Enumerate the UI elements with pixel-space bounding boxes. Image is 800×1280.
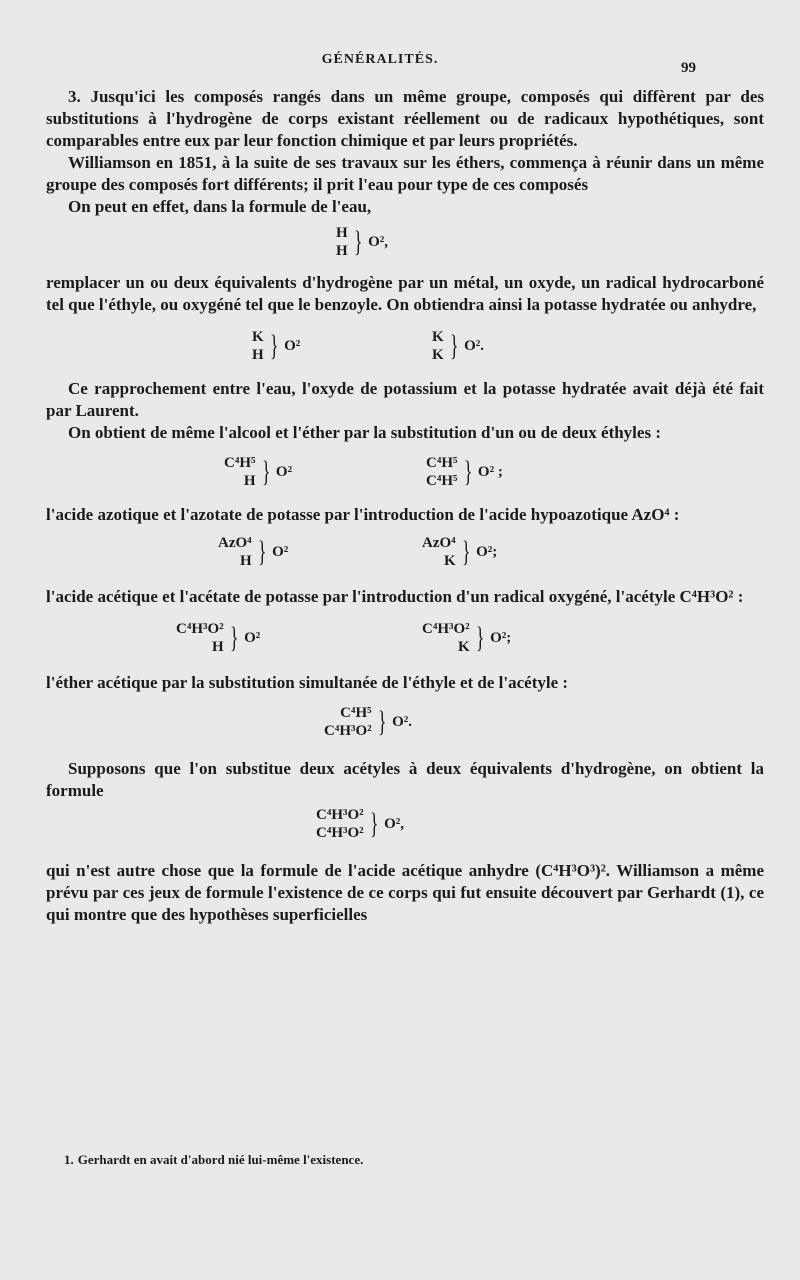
- formula-bottom: H: [212, 639, 224, 655]
- paragraph-acetic: l'acide acétique et l'acétate de potasse par l'introduction d'un radical oxygéné, l'acétyle C⁴H³O² :: [46, 587, 744, 606]
- formula-potash-anhydrous: [432, 328, 484, 364]
- formula-row-water: [46, 218, 764, 272]
- formula-bottom: C⁴H³O²: [316, 825, 364, 841]
- formula-bottom: H: [239, 553, 252, 569]
- page-body: [46, 86, 764, 926]
- formula-oxygen: O² ;: [477, 463, 503, 480]
- formula-top: C⁴H⁵: [340, 705, 372, 721]
- footnote: [64, 1152, 754, 1168]
- formula-acetic-ether: [324, 704, 412, 740]
- formula-bottom: H: [243, 473, 256, 489]
- running-title: GÉNÉRALITÉS.: [321, 52, 439, 67]
- formula-oxygen: O²: [272, 543, 289, 560]
- formula-anhydride: [316, 806, 404, 842]
- formula-bottom: H: [252, 347, 264, 363]
- page-header: [0, 52, 800, 76]
- paragraph-acetic-ether: l'éther acétique par la substitution simultanée de l'éthyle et de l'acétyle :: [46, 673, 569, 692]
- formula-top: H: [336, 225, 348, 241]
- footnote-number: 1.: [64, 1152, 74, 1167]
- brace-icon: }: [463, 455, 473, 488]
- formula-oxygen: O²: [275, 463, 293, 480]
- formula-acetic-acid: [176, 620, 260, 656]
- brace-icon: }: [229, 621, 239, 654]
- formula-water: [336, 224, 388, 260]
- brace-icon: }: [257, 535, 267, 568]
- paragraph-anhydrous-acid: qui n'est autre chose que la formule de l'acide acétique anhydre (C⁴H³O³)². Williamson a même prévu par ces jeux de formule l'existence de ce corps qui fut ensuite découvert par Gerhardt (1), ce qui montre que des hypothèses superficielles: [46, 861, 764, 924]
- brace-icon: }: [369, 807, 379, 840]
- formula-top: K: [432, 329, 444, 345]
- brace-icon: }: [269, 329, 279, 362]
- formula-bottom: K: [458, 639, 470, 655]
- paragraph-substitution: remplacer un ou deux équivalents d'hydrogène par un métal, un oxyde, un radical hydrocarboné tel que l'éthyle, ou oxygéné tel que le benzoyle. On obtiendra ainsi la potasse hydratée ou anhydre,: [46, 273, 764, 314]
- paragraph-williamson: Williamson en 1851, à la suite de ses travaux sur les éthers, commença à réunir dans un même groupe des composés fort différents; il prit l'eau pour type de ces composés: [46, 153, 764, 194]
- formula-potash-hydrate: [252, 328, 300, 364]
- formula-oxygen: O²: [244, 629, 261, 646]
- paragraph-3: 3. Jusqu'ici les composés rangés dans un même groupe, composés qui diffèrent par des substitutions à l'hydrogène de corps existant réellement ou de radicaux hypothétiques, sont comparables entre eux par leur fonction chimique et par leurs propriétés.: [46, 87, 764, 150]
- formula-oxygen: O²;: [476, 543, 498, 560]
- formula-oxygen: O²;: [490, 629, 512, 646]
- brace-icon: }: [475, 621, 485, 654]
- formula-row-acetic-ether: [46, 694, 764, 758]
- formula-bottom: K: [432, 347, 444, 363]
- footnote-text: Gerhardt en avait d'abord nié lui-même l'existence.: [77, 1152, 364, 1167]
- formula-nitrate: [422, 534, 497, 570]
- formula-ether: [426, 454, 503, 490]
- formula-top: C⁴H³O²: [176, 621, 224, 637]
- paragraph-alcohol-ether: On obtient de même l'alcool et l'éther par la substitution d'un ou de deux éthyles :: [68, 423, 661, 442]
- formula-top: C⁴H⁵: [224, 455, 256, 471]
- brace-icon: }: [449, 329, 459, 362]
- formula-bottom: C⁴H³O²: [324, 723, 372, 739]
- formula-bottom: H: [336, 243, 348, 259]
- formula-top: AzO⁴: [422, 535, 456, 551]
- formula-row-alcohol: [46, 444, 764, 504]
- formula-bottom: C⁴H⁵: [426, 473, 458, 489]
- formula-oxygen: O²,: [384, 815, 404, 832]
- formula-row-anhydride: [46, 802, 764, 860]
- paragraph-nitric: l'acide azotique et l'azotate de potasse par l'introduction de l'acide hypoazotique AzO⁴ :: [46, 505, 680, 524]
- brace-icon: }: [261, 455, 271, 488]
- formula-top: K: [252, 329, 264, 345]
- formula-top: C⁴H³O²: [316, 807, 364, 823]
- formula-row-nitric: [46, 526, 764, 586]
- formula-oxygen: O².: [392, 713, 412, 730]
- brace-icon: }: [461, 535, 471, 568]
- formula-top: C⁴H³O²: [422, 621, 470, 637]
- brace-icon: }: [377, 705, 387, 738]
- paragraph-water-intro: On peut en effet, dans la formule de l'eau,: [68, 197, 372, 216]
- formula-alcohol: [224, 454, 292, 490]
- formula-nitric-acid: [218, 534, 288, 570]
- formula-acetate: [422, 620, 511, 656]
- paragraph-laurent: Ce rapprochement entre l'eau, l'oxyde de potassium et la potasse hydratée avait déjà été fait par Laurent.: [46, 379, 764, 420]
- formula-top: AzO⁴: [218, 535, 252, 551]
- formula-oxygen: O²,: [368, 233, 388, 250]
- formula-oxygen: O².: [464, 337, 484, 354]
- formula-oxygen: O²: [284, 337, 301, 354]
- formula-row-potash: [46, 316, 764, 378]
- formula-top: C⁴H⁵: [426, 455, 458, 471]
- page-number: 99: [681, 60, 696, 76]
- brace-icon: }: [353, 225, 363, 258]
- paragraph-suppose: Supposons que l'on substitue deux acétyles à deux équivalents d'hydrogène, on obtient la formule: [46, 759, 764, 800]
- formula-bottom: K: [443, 553, 456, 569]
- formula-row-acetic: [46, 608, 764, 672]
